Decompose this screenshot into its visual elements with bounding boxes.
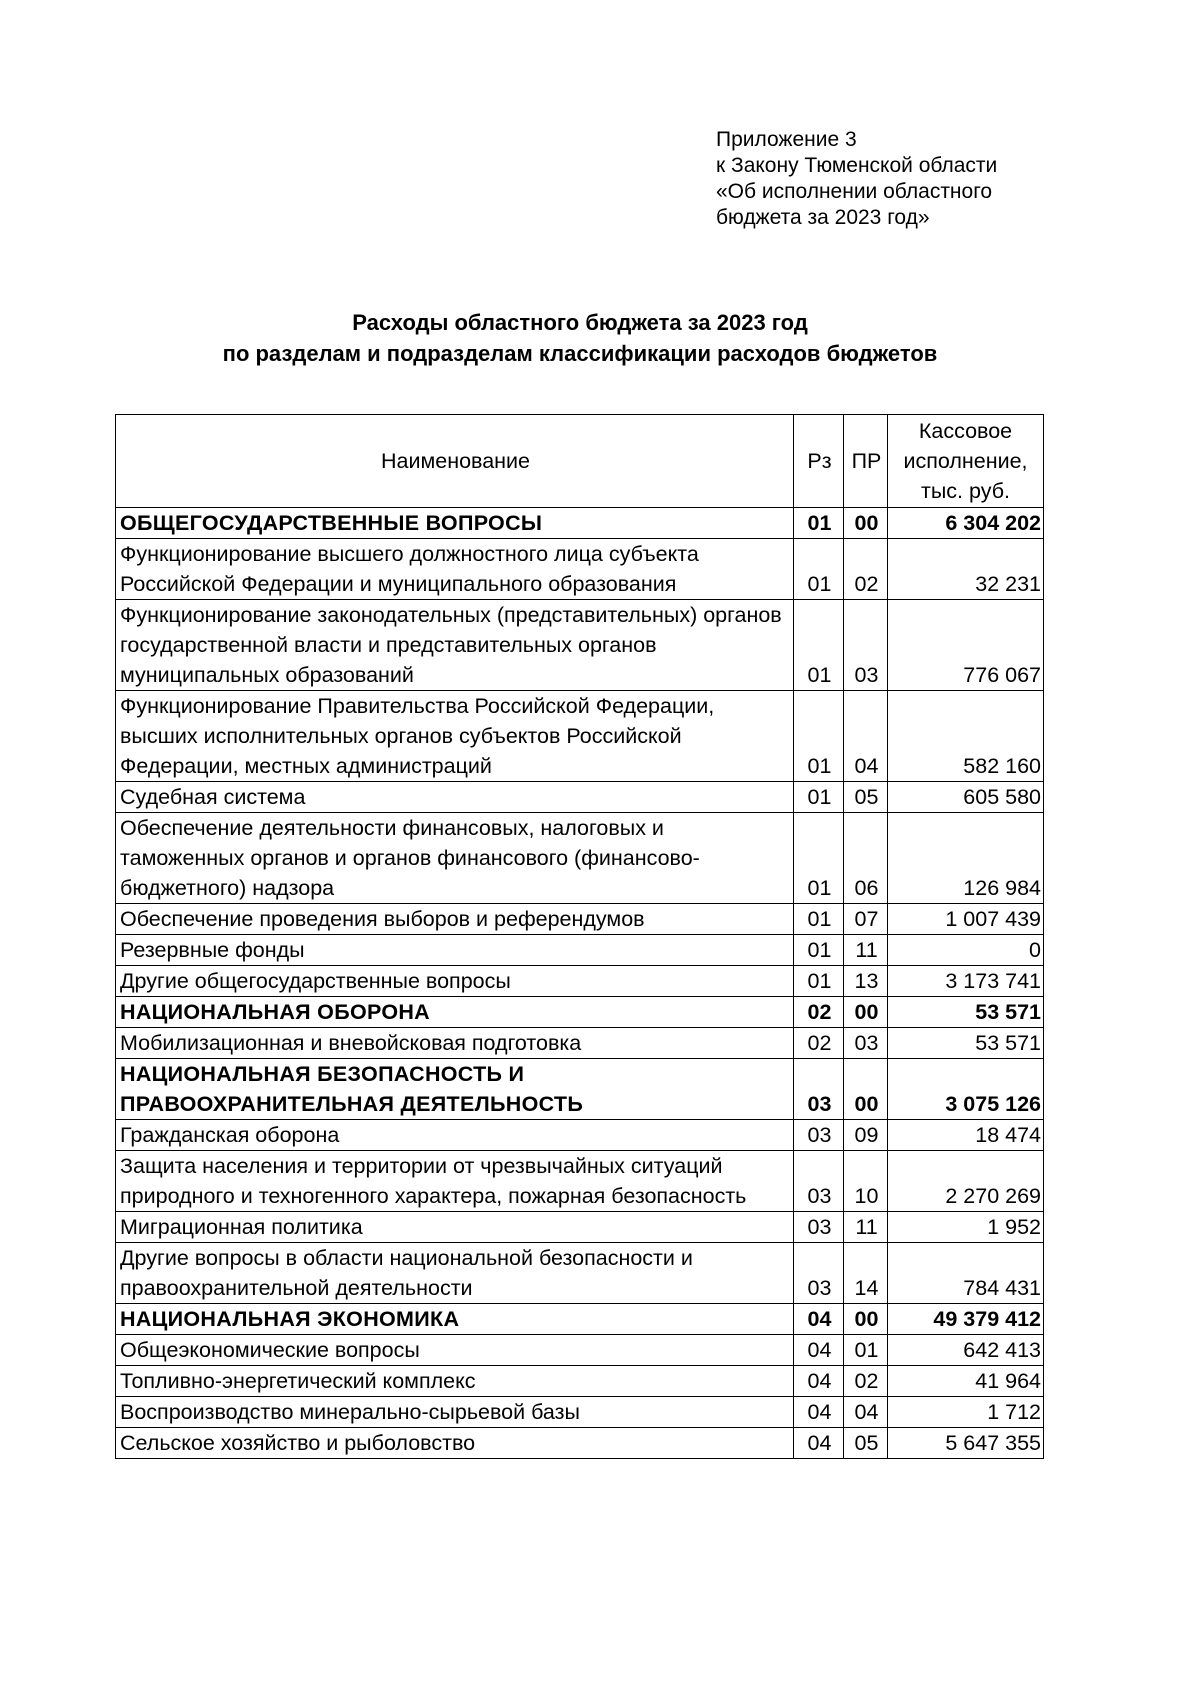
row-pr: 01 xyxy=(844,1335,888,1366)
row-amount: 5 647 355 xyxy=(888,1428,1044,1459)
row-name: Функционирование высшего должностного лица субъекта Российской Федерации и муниципального образования xyxy=(116,539,794,600)
appendix-line: «Об исполнении областного xyxy=(716,180,993,203)
row-rz: 03 xyxy=(794,1120,844,1151)
row-name: Миграционная политика xyxy=(116,1212,794,1243)
table-row xyxy=(116,1397,1044,1428)
row-amount: 784 431 xyxy=(888,1243,1044,1304)
table-row xyxy=(116,600,1044,691)
row-rz: 01 xyxy=(794,539,844,600)
row-name: Топливно-энергетический комплекс xyxy=(116,1366,794,1397)
table-row xyxy=(116,813,1044,904)
row-pr: 11 xyxy=(844,935,888,966)
table-row xyxy=(116,782,1044,813)
table-row xyxy=(116,904,1044,935)
expenses-table xyxy=(115,414,1044,1459)
row-rz: 04 xyxy=(794,1304,844,1335)
row-rz: 03 xyxy=(794,1212,844,1243)
row-rz: 01 xyxy=(794,691,844,782)
row-amount: 642 413 xyxy=(888,1335,1044,1366)
row-name: Общеэкономические вопросы xyxy=(116,1335,794,1366)
header-pr: ПР xyxy=(844,415,888,508)
row-pr: 04 xyxy=(844,1397,888,1428)
header-amount xyxy=(888,415,1044,508)
row-rz: 01 xyxy=(794,904,844,935)
row-name: Защита населения и территории от чрезвычайных ситуаций природного и техногенного характера, пожарная безопасность xyxy=(116,1151,794,1212)
table-row xyxy=(116,1212,1044,1243)
table-row xyxy=(116,1120,1044,1151)
row-pr: 04 xyxy=(844,691,888,782)
table-row xyxy=(116,1151,1044,1212)
row-name: Другие общегосударственные вопросы xyxy=(116,966,794,997)
section-row xyxy=(116,997,1044,1028)
row-pr: 00 xyxy=(844,1304,888,1335)
appendix-line: Приложение 3 xyxy=(716,128,857,151)
row-pr: 06 xyxy=(844,813,888,904)
row-amount: 6 304 202 xyxy=(888,508,1044,539)
row-pr: 14 xyxy=(844,1243,888,1304)
row-name: НАЦИОНАЛЬНАЯ ЭКОНОМИКА xyxy=(116,1304,794,1335)
row-name: Обеспечение деятельности финансовых, налоговых и таможенных органов и органов финансового (финансово-бюджетного) надзора xyxy=(116,813,794,904)
header-amount-line: исполнение, xyxy=(903,449,1028,473)
table-row xyxy=(116,1243,1044,1304)
row-rz: 04 xyxy=(794,1335,844,1366)
row-pr: 03 xyxy=(844,1028,888,1059)
row-pr: 05 xyxy=(844,1428,888,1459)
table-row xyxy=(116,691,1044,782)
title-line-1: Расходы областного бюджета за 2023 год xyxy=(352,310,808,335)
section-row xyxy=(116,1304,1044,1335)
table-row xyxy=(116,539,1044,600)
row-amount: 126 984 xyxy=(888,813,1044,904)
row-amount: 1 712 xyxy=(888,1397,1044,1428)
row-name: Функционирование Правительства Российской Федерации, высших исполнительных органов субъектов Российской Федерации, местных администраций xyxy=(116,691,794,782)
header-rz: Рз xyxy=(794,415,844,508)
table-row xyxy=(116,1366,1044,1397)
table-header-row xyxy=(116,415,1044,508)
appendix-line: бюджета за 2023 год» xyxy=(716,206,930,229)
row-amount: 1 007 439 xyxy=(888,904,1044,935)
row-rz: 03 xyxy=(794,1151,844,1212)
table-body xyxy=(116,508,1044,1459)
row-pr: 09 xyxy=(844,1120,888,1151)
row-amount: 3 173 741 xyxy=(888,966,1044,997)
row-name: Резервные фонды xyxy=(116,935,794,966)
row-name: НАЦИОНАЛЬНАЯ БЕЗОПАСНОСТЬ И ПРАВООХРАНИТЕЛЬНАЯ ДЕЯТЕЛЬНОСТЬ xyxy=(116,1059,794,1120)
table-row xyxy=(116,966,1044,997)
row-amount: 53 571 xyxy=(888,1028,1044,1059)
row-pr: 02 xyxy=(844,539,888,600)
row-pr: 07 xyxy=(844,904,888,935)
row-pr: 05 xyxy=(844,782,888,813)
appendix-note xyxy=(716,127,997,231)
document-title xyxy=(0,307,1160,369)
row-amount: 1 952 xyxy=(888,1212,1044,1243)
row-name: ОБЩЕГОСУДАРСТВЕННЫЕ ВОПРОСЫ xyxy=(116,508,794,539)
row-pr: 11 xyxy=(844,1212,888,1243)
row-name: Функционирование законодательных (представительных) органов государственной власти и представительных органов муниципальных образований xyxy=(116,600,794,691)
header-amount-line: тыс. руб. xyxy=(921,479,1010,503)
row-pr: 00 xyxy=(844,508,888,539)
row-rz: 03 xyxy=(794,1059,844,1120)
row-rz: 01 xyxy=(794,966,844,997)
table-row xyxy=(116,1335,1044,1366)
row-pr: 03 xyxy=(844,600,888,691)
appendix-line: к Закону Тюменской области xyxy=(716,154,998,177)
row-name: Обеспечение проведения выборов и референдумов xyxy=(116,904,794,935)
table-row xyxy=(116,1428,1044,1459)
row-rz: 02 xyxy=(794,1028,844,1059)
row-pr: 10 xyxy=(844,1151,888,1212)
header-name: Наименование xyxy=(116,415,794,508)
row-pr: 13 xyxy=(844,966,888,997)
row-amount: 53 571 xyxy=(888,997,1044,1028)
row-rz: 04 xyxy=(794,1428,844,1459)
row-pr: 02 xyxy=(844,1366,888,1397)
row-name: Другие вопросы в области национальной безопасности и правоохранительной деятельности xyxy=(116,1243,794,1304)
section-row xyxy=(116,1059,1044,1120)
row-rz: 01 xyxy=(794,782,844,813)
row-rz: 04 xyxy=(794,1366,844,1397)
row-amount: 776 067 xyxy=(888,600,1044,691)
row-name: Воспроизводство минерально-сырьевой базы xyxy=(116,1397,794,1428)
row-amount: 32 231 xyxy=(888,539,1044,600)
header-amount-line: Кассовое xyxy=(918,419,1013,443)
row-amount: 49 379 412 xyxy=(888,1304,1044,1335)
row-pr: 00 xyxy=(844,1059,888,1120)
row-amount: 3 075 126 xyxy=(888,1059,1044,1120)
section-row xyxy=(116,508,1044,539)
row-amount: 605 580 xyxy=(888,782,1044,813)
row-amount: 2 270 269 xyxy=(888,1151,1044,1212)
row-rz: 01 xyxy=(794,508,844,539)
row-amount: 41 964 xyxy=(888,1366,1044,1397)
row-name: Сельское хозяйство и рыболовство xyxy=(116,1428,794,1459)
row-rz: 01 xyxy=(794,935,844,966)
title-line-2: по разделам и подразделам классификации расходов бюджетов xyxy=(222,341,938,366)
row-amount: 18 474 xyxy=(888,1120,1044,1151)
row-name: Мобилизационная и вневойсковая подготовка xyxy=(116,1028,794,1059)
row-rz: 03 xyxy=(794,1243,844,1304)
table-row xyxy=(116,935,1044,966)
row-rz: 02 xyxy=(794,997,844,1028)
row-rz: 04 xyxy=(794,1397,844,1428)
row-name: НАЦИОНАЛЬНАЯ ОБОРОНА xyxy=(116,997,794,1028)
row-pr: 00 xyxy=(844,997,888,1028)
row-amount: 582 160 xyxy=(888,691,1044,782)
table-row xyxy=(116,1028,1044,1059)
row-amount: 0 xyxy=(888,935,1044,966)
row-rz: 01 xyxy=(794,813,844,904)
row-rz: 01 xyxy=(794,600,844,691)
row-name: Гражданская оборона xyxy=(116,1120,794,1151)
row-name: Судебная система xyxy=(116,782,794,813)
